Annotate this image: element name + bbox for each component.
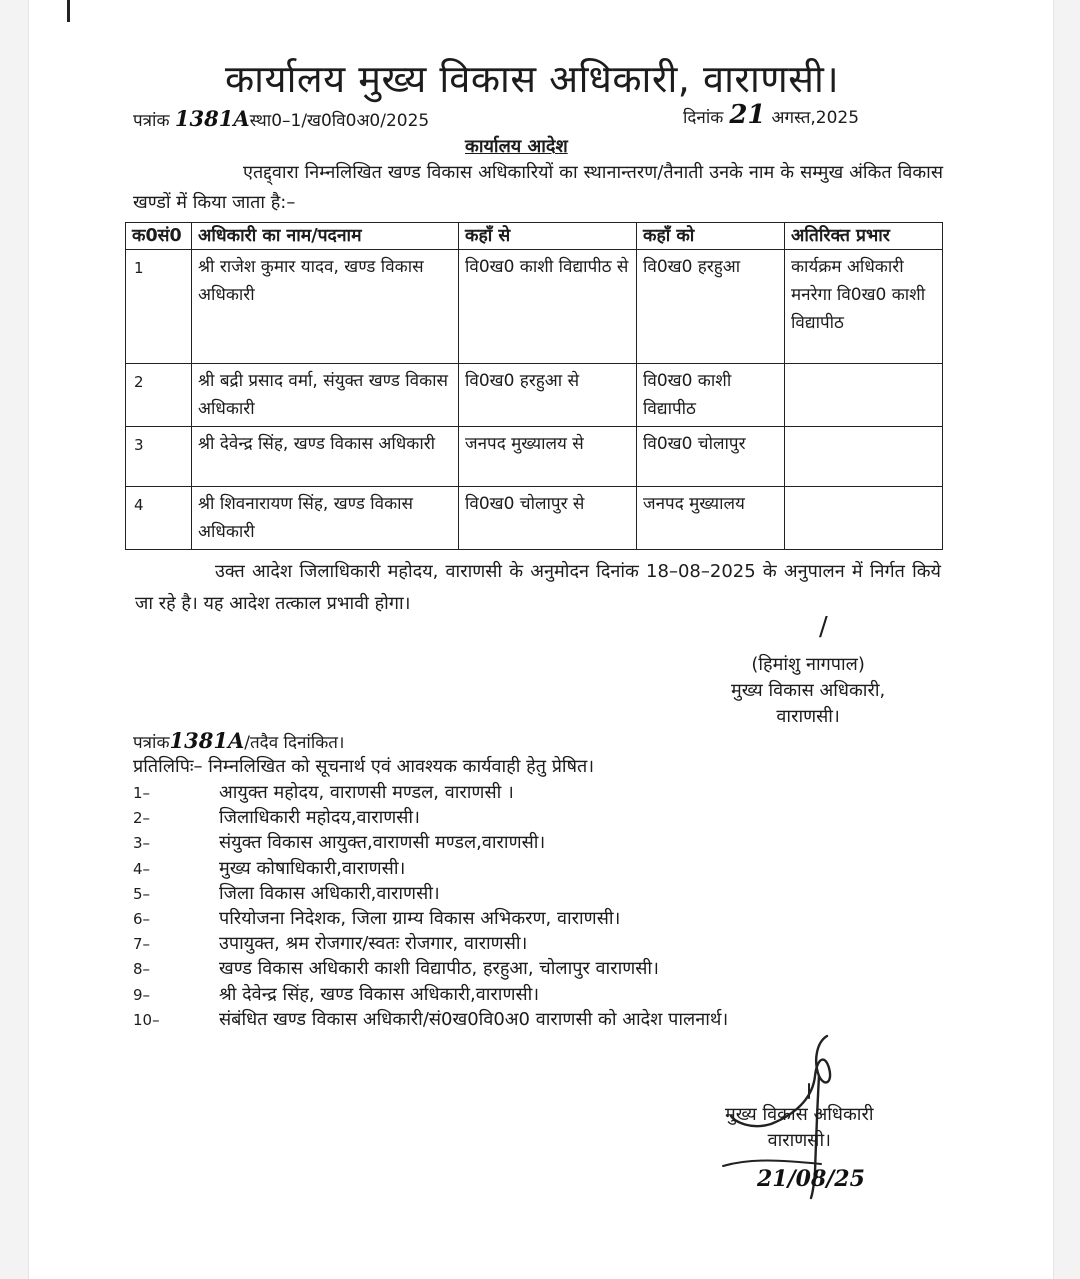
cell-to: जनपद मुख्यालय xyxy=(637,487,785,550)
table-header-row xyxy=(126,223,943,250)
item-text: संबंधित खण्ड विकास अधिकारी/सं0ख0वि0अ0 वाराणसी को आदेश पालनार्थ। xyxy=(219,1008,729,1030)
cell-sn: 3 xyxy=(126,427,192,487)
item-number: 4– xyxy=(133,859,151,878)
header-to: कहाँ को xyxy=(637,223,785,250)
date-handwritten: 21 xyxy=(729,100,766,130)
order-date xyxy=(683,100,859,130)
list-item xyxy=(133,906,728,931)
signatory-place: वाराणसी। xyxy=(776,706,840,727)
table-row xyxy=(126,427,943,487)
cell-extra xyxy=(785,487,943,550)
cell-sn: 2 xyxy=(126,364,192,427)
copy-reference xyxy=(133,728,344,753)
list-item xyxy=(133,856,728,881)
cell-to: वि0ख0 चोलापुर xyxy=(637,427,785,487)
item-text: उपायुक्त, श्रम रोजगार/स्वतः रोजगार, वाराणसी। xyxy=(219,933,528,955)
signatory-block-2 xyxy=(725,1102,874,1154)
cell-to: वि0ख0 हरहुआ xyxy=(637,250,785,364)
handwritten-date: 21/08/25 xyxy=(757,1166,865,1192)
item-number: 9– xyxy=(133,985,151,1004)
table-row xyxy=(126,487,943,550)
item-text: आयुक्त महोदय, वाराणसी मण्डल, वाराणसी । xyxy=(219,782,514,803)
ref2-prefix: पत्रांक xyxy=(133,733,170,753)
ref-suffix: स्था0–1/ख0वि0अ0/2025 xyxy=(249,111,430,131)
header-name: अधिकारी का नाम/पदनाम xyxy=(192,223,459,250)
list-item xyxy=(133,780,728,805)
item-number: 3– xyxy=(133,834,151,853)
header-from: कहाँ से xyxy=(459,223,637,250)
ref2-suffix: /तदैव दिनांकित। xyxy=(244,733,345,753)
signatory2-designation: मुख्य विकास अधिकारी xyxy=(725,1104,874,1125)
item-number: 6– xyxy=(133,909,151,928)
cell-name: श्री शिवनारायण सिंह, खण्ड विकास अधिकारी xyxy=(192,487,459,550)
date-suffix: अगस्त,2025 xyxy=(771,108,860,128)
document-page xyxy=(28,0,1054,1279)
top-mark xyxy=(67,0,70,22)
item-text: जिलाधिकारी महोदय,वाराणसी। xyxy=(219,807,420,829)
cell-from: वि0ख0 काशी विद्यापीठ से xyxy=(459,250,637,364)
list-item xyxy=(133,881,728,906)
item-text: मुख्य कोषाधिकारी,वाराणसी। xyxy=(219,857,406,879)
cell-from: जनपद मुख्यालय से xyxy=(459,427,637,487)
ref2-handwritten: 1381A xyxy=(169,728,245,753)
cell-from: वि0ख0 चोलापुर से xyxy=(459,487,637,550)
list-item xyxy=(133,956,728,981)
cell-name: श्री बद्री प्रसाद वर्मा, संयुक्त खण्ड विकास अधिकारी xyxy=(192,364,459,427)
item-number: 8– xyxy=(133,960,151,979)
item-text: श्री देवेन्द्र सिंह, खण्ड विकास अधिकारी,वाराणसी। xyxy=(219,983,540,1005)
item-number: 2– xyxy=(133,809,151,828)
header-sn: क0सं0 xyxy=(126,223,192,250)
item-text: संयुक्त विकास आयुक्त,वाराणसी मण्डल,वाराणसी। xyxy=(219,832,546,854)
list-item xyxy=(133,931,728,956)
item-text: जिला विकास अधिकारी,वाराणसी। xyxy=(219,882,440,904)
signatory-block xyxy=(731,652,885,730)
cell-sn: 1 xyxy=(126,250,192,364)
list-item xyxy=(133,805,728,830)
approval-paragraph: उक्त आदेश जिलाधिकारी महोदय, वाराणसी के अनुमोदन दिनांक 18–08–2025 के अनुपालन में निर्गत किये जा रहे है। यह आदेश तत्काल प्रभावी होगा। xyxy=(135,561,941,614)
list-item xyxy=(133,830,728,855)
cell-name: श्री देवेन्द्र सिंह, खण्ड विकास अधिकारी xyxy=(192,427,459,487)
cell-name: श्री राजेश कुमार यादव, खण्ड विकास अधिकारी xyxy=(192,250,459,364)
item-text: परियोजना निदेशक, जिला ग्राम्य विकास अभिकरण, वाराणसी। xyxy=(219,907,621,929)
table-row xyxy=(126,364,943,427)
reference-number xyxy=(133,106,429,131)
transfer-table xyxy=(125,222,943,550)
intro-paragraph: एतद्द्वारा निम्नलिखित खण्ड विकास अधिकारियों का स्थानान्तरण/तैनाती उनके नाम के सम्मुख अंकित विकास खण्डों में किया जाता है:– xyxy=(133,162,943,213)
cell-extra xyxy=(785,364,943,427)
order-heading: कार्यालय आदेश xyxy=(465,136,568,157)
header-extra: अतिरिक्त प्रभार xyxy=(785,223,943,250)
item-number: 5– xyxy=(133,884,151,903)
item-text: खण्ड विकास अधिकारी काशी विद्यापीठ, हरहुआ, चोलापुर वाराणसी। xyxy=(219,958,659,980)
ref-prefix: पत्रांक xyxy=(133,111,170,131)
cell-extra xyxy=(785,427,943,487)
cell-from: वि0ख0 हरहुआ से xyxy=(459,364,637,427)
distribution-list xyxy=(133,780,728,1032)
signatory2-place: वाराणसी। xyxy=(767,1130,831,1151)
copy-intro: प्रतिलिपिः– निम्नलिखित को सूचनार्थ एवं आवश्यक कार्यवाही हेतु प्रेषित। xyxy=(133,756,595,777)
signature-mark: / xyxy=(819,612,828,642)
list-item xyxy=(133,982,728,1007)
item-number: 7– xyxy=(133,935,151,954)
ref-handwritten: 1381A xyxy=(174,106,250,131)
signatory-designation: मुख्य विकास अधिकारी, xyxy=(731,680,886,701)
cell-extra: कार्यक्रम अधिकारी मनरेगा वि0ख0 काशी विद्यापीठ xyxy=(785,250,943,364)
date-prefix: दिनांक xyxy=(683,108,724,128)
item-number: 1– xyxy=(133,784,151,802)
cell-sn: 4 xyxy=(126,487,192,550)
office-title: कार्यालय मुख्य विकास अधिकारी, वाराणसी। xyxy=(225,57,840,101)
cell-to: वि0ख0 काशी विद्यापीठ xyxy=(637,364,785,427)
list-item xyxy=(133,1007,728,1032)
item-number: 10– xyxy=(133,1010,160,1029)
table-row xyxy=(126,250,943,364)
signatory-name: (हिमांशु नागपाल) xyxy=(751,654,865,675)
